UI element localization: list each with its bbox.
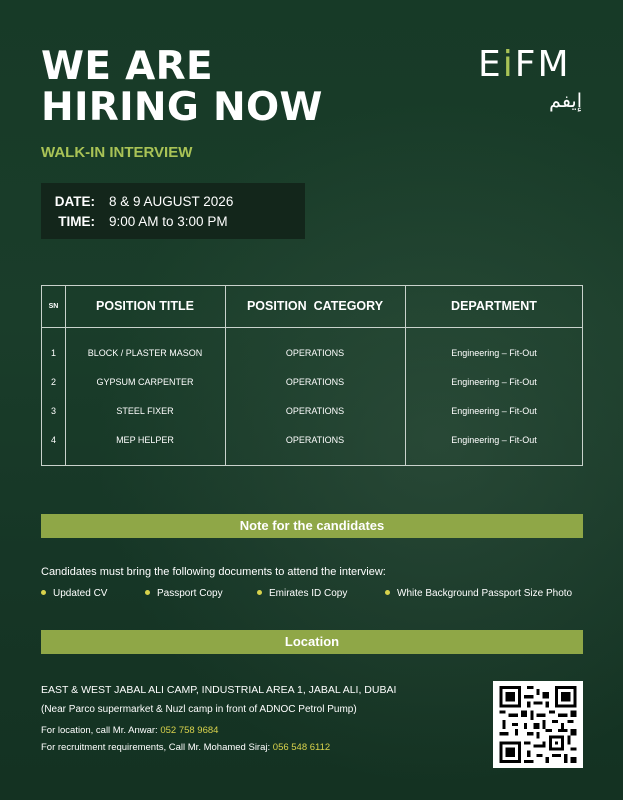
time-value: 9:00 AM to 3:00 PM [109,214,228,229]
company-logo [478,44,588,116]
bullet-icon [41,590,46,595]
headline [41,46,323,128]
schedule-box [41,183,305,239]
location-heading-bar: Location [41,630,583,654]
headline-line-1: WE ARE [41,44,213,89]
location-contact-number[interactable]: 052 758 9684 [160,725,219,736]
logo-arabic: إيفم [549,90,582,112]
document-item: Emirates ID Copy [257,588,347,599]
header-department: DEPARTMENT [451,299,537,313]
candidates-instructions: Candidates must bring the following documents to attend the interview: [41,566,386,578]
document-item: White Background Passport Size Photo [385,588,572,599]
walk-in-title: WALK-IN INTERVIEW [41,144,193,161]
header-sn: SN [48,303,59,310]
header-position-category: POSITION CATEGORY [246,299,384,313]
recruitment-contact: For recruitment requirements, Call Mr. Mohamed Siraj: 056 548 6112 [41,742,331,753]
positions-table: SN POSITION TITLE POSITION CATEGORY DEPARTMENT 1 BLOCK / PLASTER MASON OPERATIONS Engineering – Fit-Out 2 GYPSUM CARPENTER OPERATIONS Engineering – Fit-Out 3 STEEL FIXER OPERATIONS Engineering – Fit-Out 4 MEP HELPER OPERATIONS Engineering – Fit-Out [41,285,583,466]
date-label: DATE: [54,194,95,209]
document-item: Passport Copy [145,588,223,599]
logo-latin: EiFM [478,44,571,85]
qr-code-icon[interactable] [493,681,583,768]
header-position-title: POSITION TITLE [96,299,194,313]
recruitment-contact-number[interactable]: 056 548 6112 [272,742,331,753]
headline-line-2: HIRING NOW [41,85,323,130]
bullet-icon [145,590,150,595]
date-value: 8 & 9 AUGUST 2026 [109,194,234,209]
bullet-icon [385,590,390,595]
note-heading-bar: Note for the candidates [41,514,583,538]
location-address: EAST & WEST JABAL ALI CAMP, INDUSTRIAL AREA 1, JABAL ALI, DUBAI [41,684,397,696]
document-item: Updated CV [41,588,107,599]
bullet-icon [257,590,262,595]
location-landmark: (Near Parco supermarket & Nuzl camp in front of ADNOC Petrol Pump) [41,704,357,715]
time-label: TIME: [58,214,95,229]
location-contact: For location, call Mr. Anwar: 052 758 9684 [41,725,219,736]
